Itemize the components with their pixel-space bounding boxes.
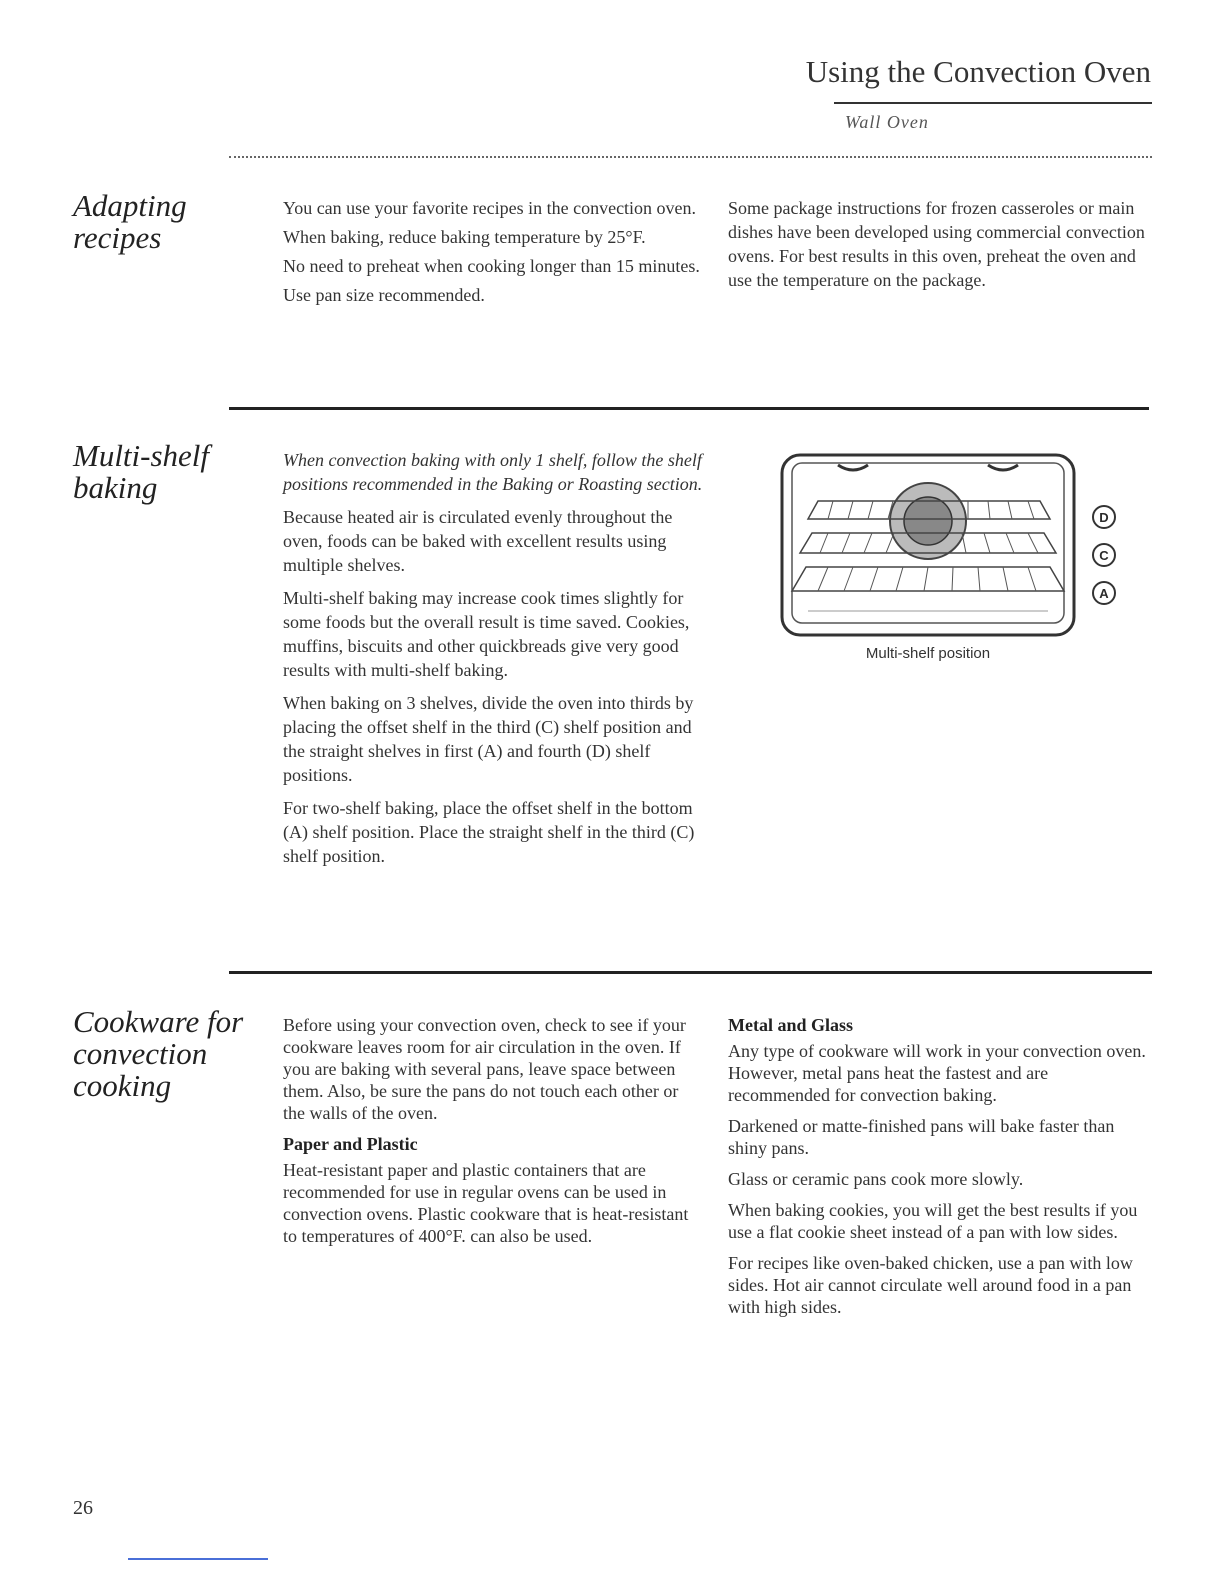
- adapting-left-column: [283, 196, 708, 312]
- shelf-label-a: A: [1092, 581, 1116, 605]
- paragraph: Glass or ceramic pans cook more slowly.: [728, 1169, 1024, 1189]
- shelf-label-c: C: [1092, 543, 1116, 567]
- paragraph: Use pan size recommended.: [283, 285, 485, 305]
- page-number: 26: [73, 1497, 93, 1519]
- paragraph: When baking cookies, you will get the best results if you use a flat cookie sheet instead of a pan with low sides.: [728, 1200, 1138, 1242]
- section-title-line: Cookware for: [73, 1004, 244, 1039]
- section-title-adapting: [73, 190, 187, 254]
- note-paragraph: When convection baking with only 1 shelf, follow the shelf positions recommended in the Baking or Roasting section.: [283, 450, 703, 494]
- header-divider: [229, 156, 1152, 158]
- paragraph: Multi-shelf baking may increase cook times slightly for some foods but the overall result is time saved. Cookies, muffins, biscuits and other quickbreads give very good results with multi-shelf baking.: [283, 588, 690, 680]
- section-title-line: baking: [73, 470, 158, 505]
- shelf-label-d: D: [1092, 505, 1116, 529]
- section-title-line: Adapting: [73, 188, 187, 223]
- page-title: Using the Convection Oven: [805, 54, 1151, 89]
- paragraph: When baking on 3 shelves, divide the oven into thirds by placing the offset shelf in the third (C) shelf position and the straight shelves in first (A) and fourth (D) shelf positions.: [283, 693, 694, 785]
- subheading-metal-glass: Metal and Glass: [728, 1015, 854, 1035]
- subheading-paper-plastic: Paper and Plastic: [283, 1134, 418, 1154]
- oven-shelf-diagram: [778, 451, 1078, 641]
- paragraph: No need to preheat when cooking longer than 15 minutes.: [283, 256, 700, 276]
- section-title-cookware: [73, 1006, 243, 1102]
- section-divider: [229, 407, 1149, 410]
- section-title-line: cooking: [73, 1068, 172, 1103]
- section-title-line: recipes: [73, 220, 162, 255]
- shelf-position-labels: [1092, 505, 1124, 619]
- section-title-line: convection: [73, 1036, 208, 1071]
- paragraph: Any type of cookware will work in your convection oven. However, metal pans heat the fastest and are recommended for convection baking.: [728, 1041, 1146, 1105]
- section-divider: [229, 971, 1152, 974]
- page-subtitle: Wall Oven: [845, 112, 929, 132]
- section-title-line: Multi-shelf: [73, 438, 210, 473]
- header-rule: [834, 102, 1152, 104]
- paragraph: Heat-resistant paper and plastic containers that are recommended for use in regular ovens can be used in convection ovens. Plastic cookware that is heat-resistant to temperatures of 400°F. can also be used.: [283, 1160, 689, 1246]
- paragraph: Darkened or matte-finished pans will bake faster than shiny pans.: [728, 1116, 1115, 1158]
- adapting-right-column: [728, 196, 1153, 301]
- section-title-multishelf: [73, 440, 209, 504]
- paragraph: When baking, reduce baking temperature by 25°F.: [283, 227, 646, 247]
- cookware-right-column: [728, 1014, 1148, 1327]
- paragraph: You can use your favorite recipes in the convection oven.: [283, 198, 697, 218]
- paragraph: Some package instructions for frozen casseroles or main dishes have been developed using commercial convection ovens. For best results in this oven, preheat the oven and use the temperature on the package.: [728, 198, 1145, 290]
- paragraph: For recipes like oven-baked chicken, use a pan with low sides. Hot air cannot circulate well around food in a pan with high sides.: [728, 1253, 1133, 1317]
- paragraph: Before using your convection oven, check to see if your cookware leaves room for air circulation in the oven. If you are baking with several pans, leave space between them. Also, be sure the pans do not touch each other or the walls of the oven.: [283, 1015, 686, 1123]
- footer-rule: [128, 1558, 268, 1560]
- figure-caption: Multi-shelf position: [865, 645, 991, 662]
- paragraph: Because heated air is circulated evenly throughout the oven, foods can be baked with excellent results using multiple shelves.: [283, 507, 673, 575]
- paragraph: For two-shelf baking, place the offset shelf in the bottom (A) shelf position. Place the straight shelf in the third (C) shelf position.: [283, 798, 695, 866]
- multishelf-text-column: [283, 448, 708, 877]
- cookware-left-column: [283, 1014, 703, 1256]
